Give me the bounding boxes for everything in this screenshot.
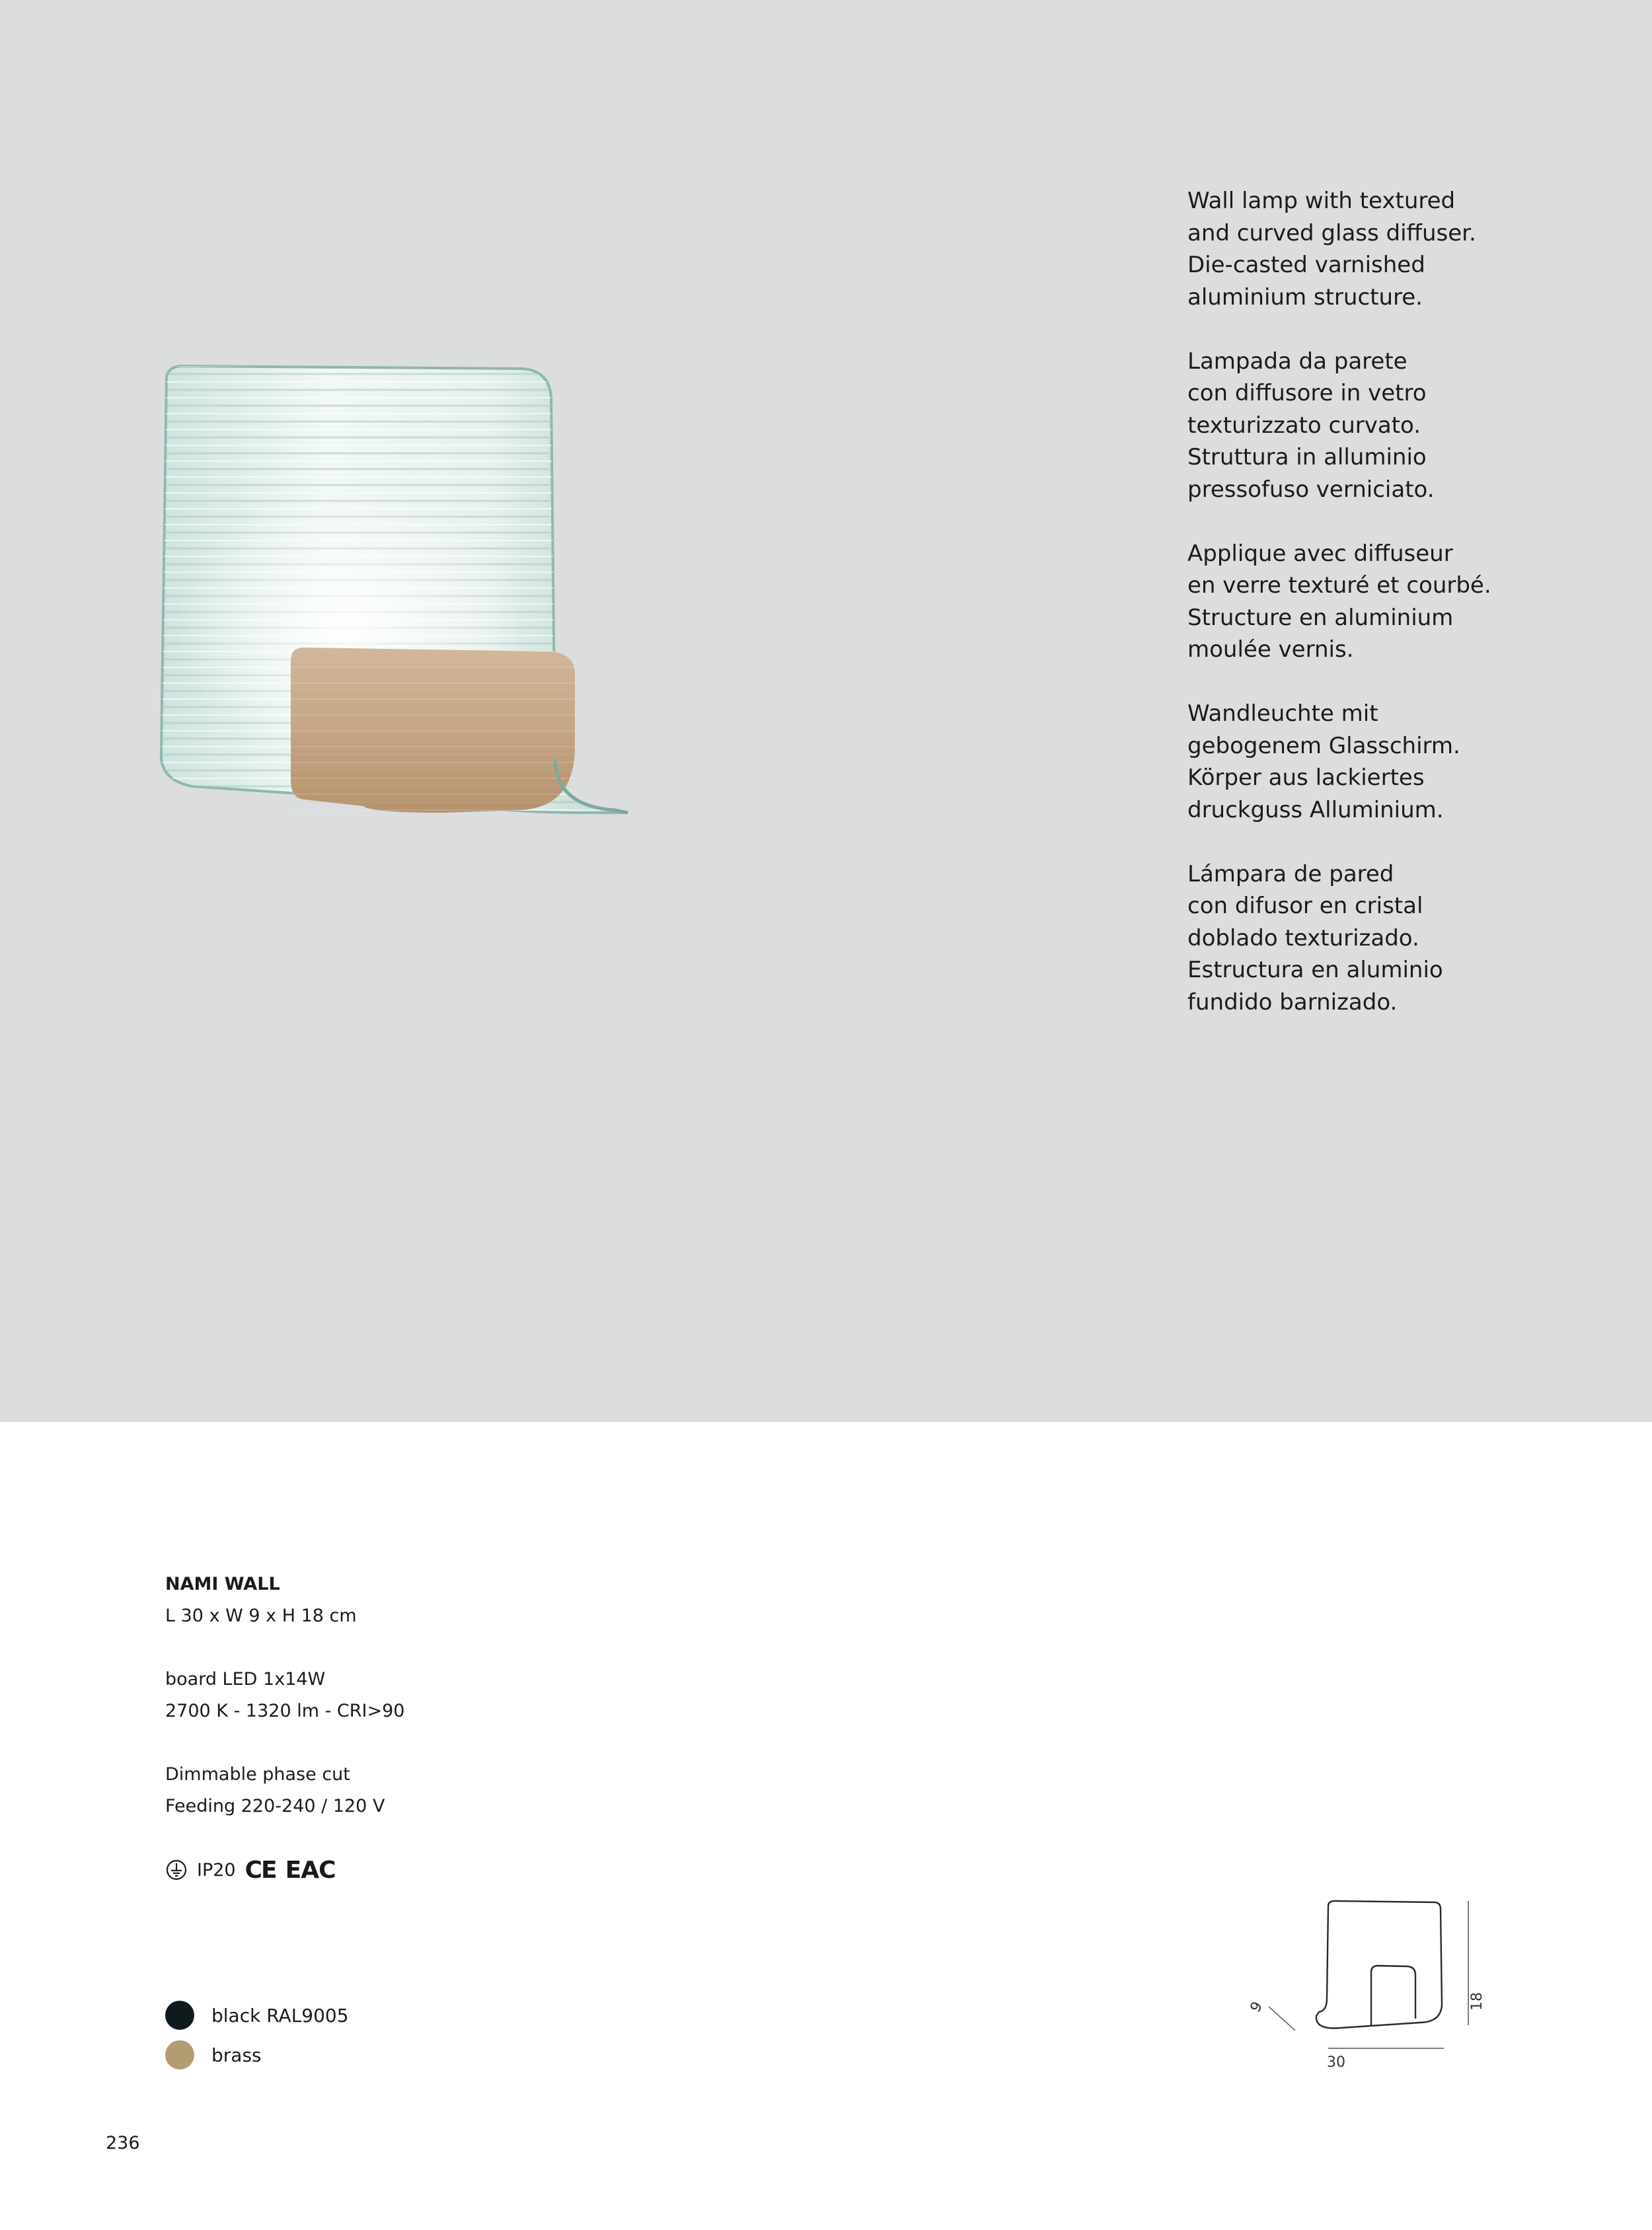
dimension-height-label: 18 — [1469, 1992, 1485, 2011]
lamp-product-image — [152, 357, 800, 833]
certifications-row — [165, 1855, 336, 1884]
ip-rating: IP20 — [197, 1859, 236, 1880]
dimension-drawing — [1242, 1886, 1507, 2085]
dimension-depth-label: 9 — [1247, 1999, 1267, 2015]
eac-mark-icon: EAC — [285, 1856, 336, 1884]
description-italian: Lampada da parete con diffusore in vetro texturizzato curvato. Struttura in alluminio pressofuso verniciato. — [1187, 348, 1435, 503]
ce-mark-icon: CE — [244, 1856, 276, 1884]
dimming-info: Dimmable phase cut — [165, 1764, 350, 1785]
finish-swatch-brass — [165, 2040, 194, 2069]
page-number: 236 — [106, 2133, 140, 2153]
class-i-ground-icon — [165, 1859, 188, 1881]
finishes-list — [165, 1995, 349, 2075]
finish-label: black RAL9005 — [211, 2004, 349, 2026]
description-german: Wandleuchte mit gebogenem Glasschirm. Körper aus lackiertes druckguss Alluminium. — [1187, 700, 1460, 823]
product-name: NAMI WALL — [165, 1574, 280, 1594]
description-spanish: Lámpara de pared con difusor en cristal doblado texturizado. Estructura en aluminio fundido barnizado. — [1187, 860, 1443, 1016]
light-specs: 2700 K - 1320 lm - CRI>90 — [165, 1701, 405, 1721]
dimension-width-label: 30 — [1327, 2054, 1345, 2071]
description-english: Wall lamp with textured and curved glass diffuser. Die-casted varnished aluminium structure. — [1187, 188, 1476, 311]
finish-swatch-black — [165, 2001, 194, 2030]
product-description — [1187, 185, 1558, 1051]
finish-item — [165, 1995, 349, 2035]
description-french: Applique avec diffuseur en verre texturé et courbé. Structure en aluminium moulée vernis. — [1187, 540, 1491, 663]
light-source: board LED 1x14W — [165, 1669, 326, 1690]
product-dimensions: L 30 x W 9 x H 18 cm — [165, 1606, 357, 1626]
product-specs — [165, 1569, 760, 1854]
finish-label: brass — [211, 2044, 262, 2066]
feeding-info: Feeding 220-240 / 120 V — [165, 1796, 385, 1816]
finish-item — [165, 2035, 349, 2075]
